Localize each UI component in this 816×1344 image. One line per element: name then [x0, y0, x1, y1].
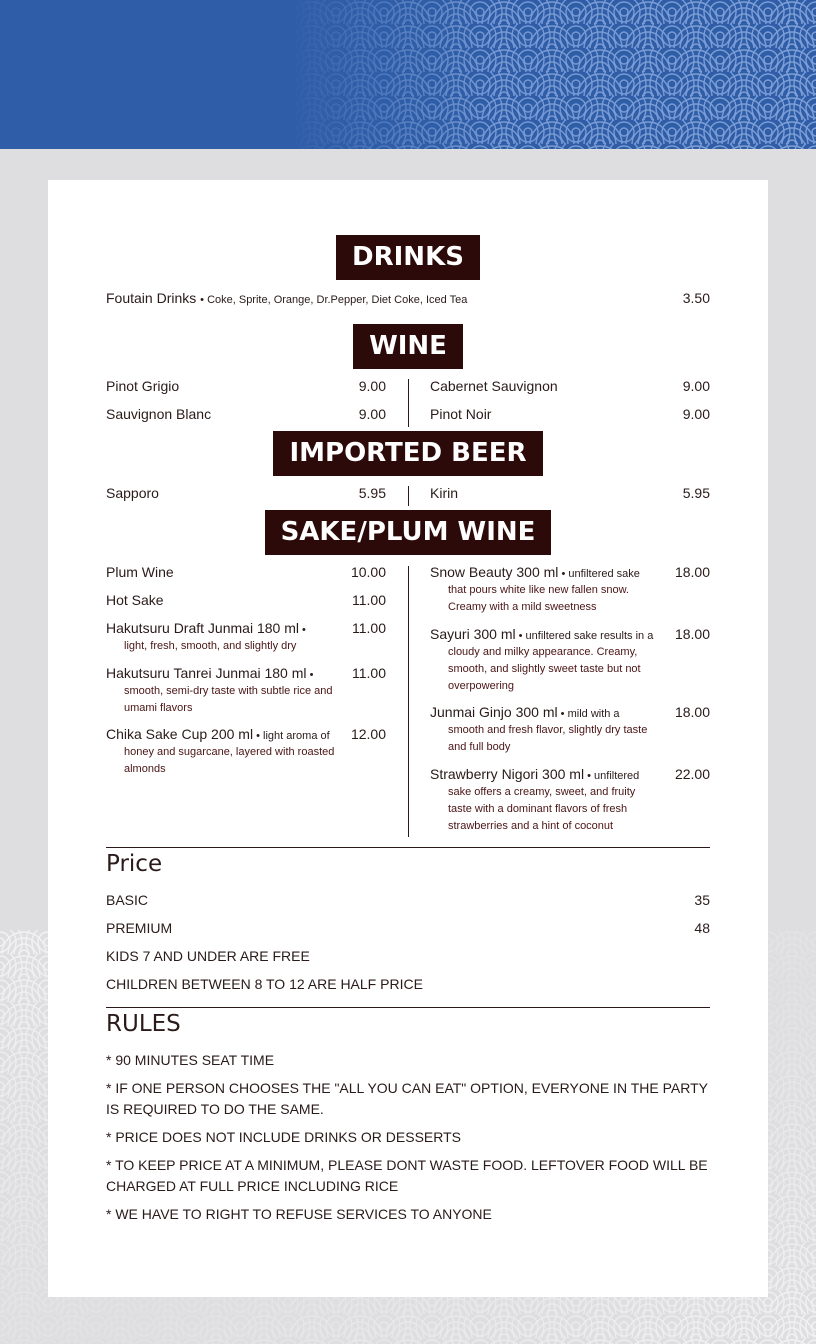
- column-divider: [408, 566, 409, 837]
- item-description: honey and sugarcane, layered with roasted almonds: [124, 746, 335, 775]
- item-description: • Coke, Sprite, Orange, Dr.Pepper, Diet Coke, Iced Tea: [200, 294, 468, 306]
- item-description: cloudy and milky appearance. Creamy, smooth, and slightly sweet taste but not overpowering: [448, 646, 641, 692]
- rule-item: * PRICE DOES NOT INCLUDE DRINKS OR DESSERTS: [106, 1129, 461, 1145]
- price-row-premium: PREMIUM 48: [106, 920, 710, 936]
- menu-content: [106, 180, 710, 1297]
- item-description: light, fresh, smooth, and slightly dry: [124, 640, 297, 652]
- menu-item-hakutsuru-tanrei: Hakutsuru Tanrei Junmai 180 ml • 11.00 smooth, semi-dry taste with subtle rice and umami flavors: [106, 665, 386, 717]
- menu-item: Pinot Grigio 9.00: [106, 378, 386, 394]
- rule-item: * 90 MINUTES SEAT TIME: [106, 1052, 275, 1068]
- menu-item: Cabernet Sauvignon 9.00: [430, 378, 710, 394]
- column-divider: [408, 486, 409, 506]
- menu-item-plum-wine: Plum Wine 10.00: [106, 564, 386, 580]
- menu-item-chika-sake-cup: Chika Sake Cup 200 ml • light aroma of 12.00 honey and sugarcane, layered with roasted almonds: [106, 726, 386, 778]
- item-description: sake offers a creamy, sweet, and fruity taste with a dominant flavors of fresh strawberries and a hint of coconut: [448, 786, 636, 832]
- menu-item-snow-beauty: Snow Beauty 300 ml • unfiltered sake 18.00 that pours white like new fallen snow. Creamy with a mild sweetness: [430, 564, 710, 616]
- menu-item-hot-sake: Hot Sake 11.00: [106, 592, 386, 608]
- column-divider: [408, 379, 409, 427]
- rule-item: * WE HAVE TO RIGHT TO REFUSE SERVICES TO ANYONE: [106, 1206, 492, 1222]
- wave-pattern-decoration: [0, 0, 816, 149]
- menu-item: Pinot Noir 9.00: [430, 406, 710, 422]
- menu-item-sayuri: Sayuri 300 ml • unfiltered sake results in a 18.00 cloudy and milky appearance. Creamy, smooth, and slightly sweet taste but not overpowering: [430, 626, 710, 695]
- imported-beer-heading: IMPORTED BEER: [106, 431, 710, 476]
- menu-item-junmai-ginjo: Junmai Ginjo 300 ml • mild with a 18.00 smooth and fresh flavor, slightly dry taste and full body: [430, 704, 710, 756]
- price-row-children: CHILDREN BETWEEN 8 TO 12 ARE HALF PRICE: [106, 976, 423, 992]
- price-heading: Price: [106, 851, 163, 877]
- section-divider: [106, 847, 710, 848]
- item-description: smooth and fresh flavor, slightly dry taste and full body: [448, 724, 648, 753]
- wine-heading: WINE: [106, 324, 710, 369]
- item-description: smooth, semi-dry taste with subtle rice and umami flavors: [124, 685, 333, 714]
- drinks-heading: DRINKS: [106, 235, 710, 280]
- header-banner: [0, 0, 816, 149]
- sake-plum-wine-heading: SAKE/PLUM WINE: [106, 510, 710, 555]
- price-row-kids: KIDS 7 AND UNDER ARE FREE: [106, 948, 310, 964]
- item-name: Foutain Drinks: [106, 290, 197, 306]
- rule-item: * TO KEEP PRICE AT A MINIMUM, PLEASE DONT WASTE FOOD. LEFTOVER FOOD WILL BE CHARGED AT FULL PRICE INCLUDING RICE: [106, 1157, 708, 1194]
- price-row-basic: BASIC 35: [106, 892, 710, 908]
- menu-item: Sapporo 5.95: [106, 485, 386, 501]
- item-description: that pours white like new fallen snow. Creamy with a mild sweetness: [448, 584, 629, 613]
- rules-heading: RULES: [106, 1011, 181, 1037]
- menu-item: Kirin 5.95: [430, 485, 710, 501]
- item-price: 3.50: [682, 290, 710, 306]
- menu-item-strawberry-nigori: Strawberry Nigori 300 ml • unfiltered 22.00 sake offers a creamy, sweet, and fruity taste with a dominant flavors of fresh strawberries and a hint of coconut: [430, 766, 710, 835]
- menu-card: [48, 180, 768, 1297]
- menu-item-fountain-drinks: [106, 290, 710, 306]
- menu-item: Sauvignon Blanc 9.00: [106, 406, 386, 422]
- menu-item-hakutsuru-draft: Hakutsuru Draft Junmai 180 ml • 11.00 light, fresh, smooth, and slightly dry: [106, 620, 386, 655]
- section-divider: [106, 1007, 710, 1008]
- rule-item: * IF ONE PERSON CHOOSES THE "ALL YOU CAN EAT" OPTION, EVERYONE IN THE PARTY IS REQUIRED TO DO THE SAME.: [106, 1080, 708, 1117]
